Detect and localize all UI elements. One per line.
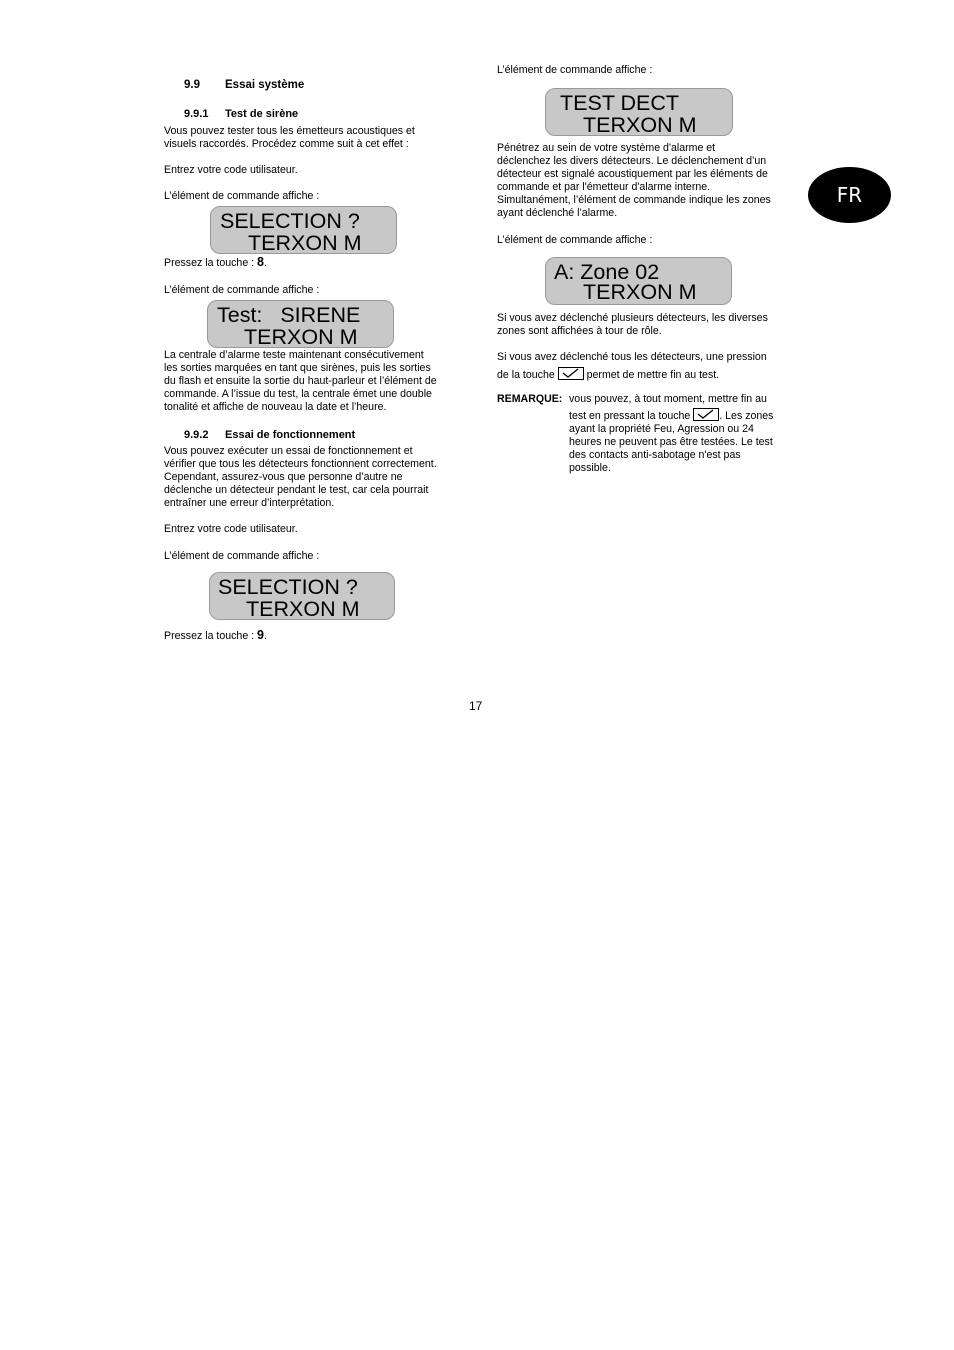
sub1-display-label: L’élément de commande affiche : — [164, 190, 320, 202]
lcd-line-1: SELECTION ? — [220, 209, 360, 233]
text-line-with-key — [497, 367, 767, 382]
text-fragment: permet de mettre fin au test. — [586, 369, 720, 381]
lcd-line-1: SELECTION ? — [218, 575, 358, 599]
right-para-2 — [497, 312, 768, 338]
text-line: visuels raccordés. Procédez comme suit à cet effet : — [164, 138, 409, 150]
remark-label: REMARQUE: — [497, 393, 563, 405]
key-number: 9 — [257, 628, 264, 642]
lcd-line-1: A: Zone 02 — [554, 260, 660, 284]
text-fragment: de la touche — [497, 369, 555, 381]
text-line: Si vous avez déclenché plusieurs détecteurs, les diverses — [497, 312, 768, 324]
sub1-body — [164, 349, 437, 414]
text-line: Simultanément, l’élément de commande indique les zones — [497, 194, 771, 206]
text-line: commande. A l’issue du test, la centrale émet une double — [164, 388, 432, 400]
text-line: des contacts anti-sabotage n'est pas — [569, 449, 741, 461]
press-prefix: Pressez la touche : — [164, 630, 255, 642]
text-fragment: . Les zones — [719, 410, 774, 422]
lcd-line-2: TERXON M — [246, 597, 360, 621]
subsection-heading-1 — [184, 107, 298, 121]
text-line: zones sont affichées à tour de rôle. — [497, 325, 662, 337]
subsection-title-1: Test de sirène — [225, 108, 299, 120]
lcd-line-2: TERXON M — [244, 325, 358, 349]
language-tab — [808, 167, 891, 223]
checkmark-key-icon — [693, 408, 719, 421]
text-line: détecteur est signalé acoustiquement par les éléments de — [497, 168, 768, 180]
subsection-heading-2 — [184, 428, 355, 442]
lcd-display-test-sirene — [207, 300, 394, 348]
sub2-intro — [164, 445, 437, 510]
text-line: Vous pouvez exécuter un essai de fonctionnement et — [164, 445, 413, 457]
text-line: du flash et ensuite la sortie du haut-parleur et l’élément de — [164, 375, 437, 387]
text-line: Si vous avez déclenché tous les détecteurs, une pression — [497, 351, 767, 363]
subsection-number-2: 9.9.2 — [184, 429, 209, 441]
text-line: déclenche un détecteur pendant le test, car cela pourrait — [164, 484, 429, 496]
sub1-display-label-2: L’élément de commande affiche : — [164, 284, 320, 296]
right-para-3 — [497, 351, 767, 382]
subsection-title-2: Essai de fonctionnement — [225, 429, 356, 441]
lcd-display-selection-2 — [209, 572, 395, 620]
lcd-display-zone — [545, 257, 732, 305]
text-line: ayant déclenché l’alarme. — [497, 207, 618, 219]
section-heading — [184, 78, 304, 92]
right-display-label: L’élément de commande affiche : — [497, 64, 653, 76]
lcd-display-selection-1 — [210, 206, 397, 254]
text-line: vous pouvez, à tout moment, mettre fin au — [569, 393, 767, 405]
checkmark-key-icon — [558, 367, 584, 380]
lcd-line-2: TERXON M — [583, 280, 697, 304]
text-line: tonalité et affiche de nouveau la date et l’heure. — [164, 401, 387, 413]
sub2-enter-code: Entrez votre code utilisateur. — [164, 523, 298, 535]
sub1-intro — [164, 125, 415, 151]
lcd-line-1: TEST DECT — [560, 91, 680, 115]
text-line: vérifier que tous les détecteurs fonctionnent correctement. — [164, 458, 437, 470]
text-line: déclenchez les divers détecteurs. Le déclenchement d’un — [497, 155, 767, 167]
section-title: Essai système — [225, 79, 305, 91]
subsection-number-1: 9.9.1 — [184, 108, 209, 120]
remark-body — [569, 393, 773, 475]
right-display-label-2: L’élément de commande affiche : — [497, 234, 653, 246]
page-number: 17 — [469, 699, 483, 713]
sub2-press-key: Pressez la touche : 9. — [164, 628, 267, 642]
lcd-line-2: TERXON M — [583, 113, 697, 137]
lcd-display-test-dect — [545, 88, 733, 136]
sub1-press-key: Pressez la touche : 8. — [164, 255, 267, 269]
text-line: heures ne peuvent pas être testées. Le test — [569, 436, 773, 448]
language-tab-label: FR — [836, 183, 863, 207]
text-line: Vous pouvez tester tous les émetteurs acoustiques et — [164, 125, 415, 137]
press-prefix: Pressez la touche : — [164, 257, 255, 269]
section-number: 9.9 — [184, 79, 200, 91]
sub1-enter-code: Entrez votre code utilisateur. — [164, 164, 298, 176]
text-line: possible. — [569, 462, 611, 474]
text-line-with-key — [569, 408, 773, 423]
text-line: les sorties marquées en tant que sirènes, puis les sorties — [164, 362, 431, 374]
text-line: Pénétrez au sein de votre système d'alarme et — [497, 142, 716, 154]
text-line: La centrale d’alarme teste maintenant consécutivement — [164, 349, 424, 361]
sub2-display-label: L’élément de commande affiche : — [164, 550, 320, 562]
right-para-1 — [497, 142, 771, 220]
text-line: entraîner une erreur d’interprétation. — [164, 497, 335, 509]
text-line: Cependant, assurez-vous que personne d’autre ne — [164, 471, 403, 483]
text-fragment: test en pressant la touche — [569, 410, 691, 422]
text-line: ayant la propriété Feu, Agression ou 24 — [569, 423, 754, 435]
lcd-line-2: TERXON M — [248, 231, 362, 255]
lcd-line-1: Test: SIRENE — [217, 303, 361, 327]
text-line: commande et par l'émetteur d'alarme interne. — [497, 181, 711, 193]
key-number: 8 — [257, 255, 264, 269]
